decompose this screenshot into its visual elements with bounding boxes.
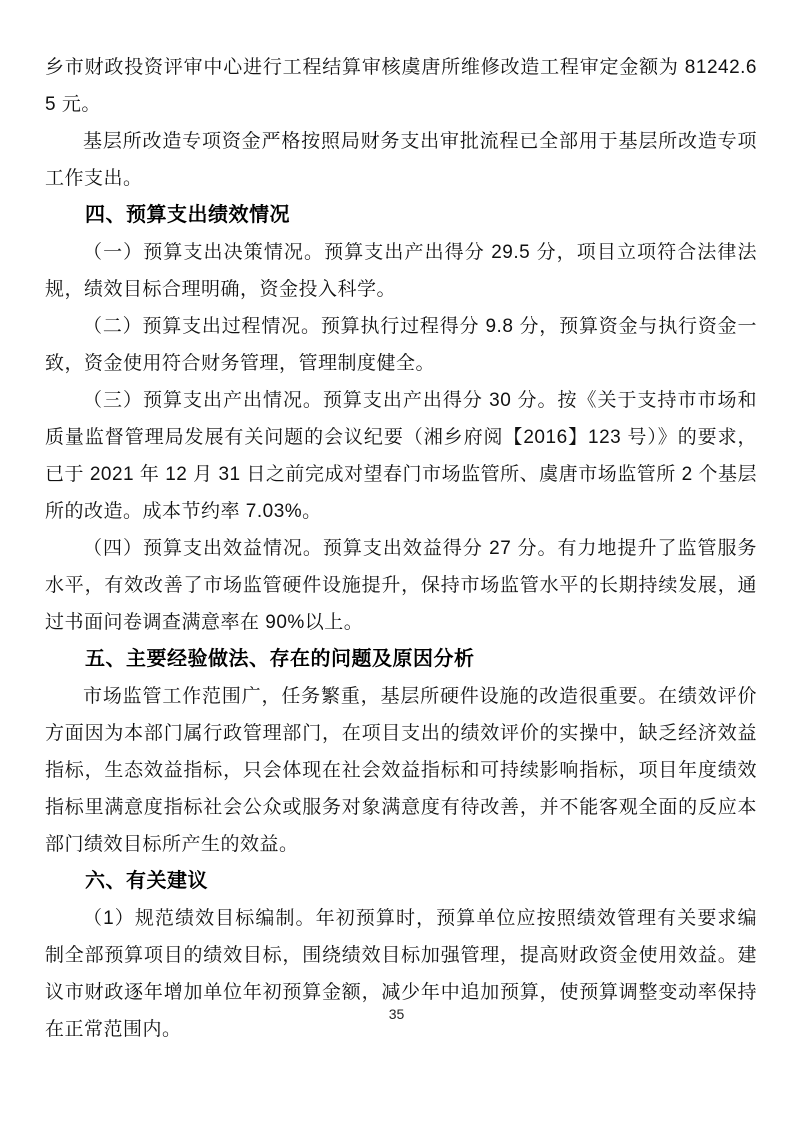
paragraph-special-funds: 基层所改造专项资金严格按照局财务支出审批流程已全部用于基层所改造专项工作支出。 bbox=[45, 131, 757, 189]
page-number: 35 bbox=[388, 1006, 405, 1022]
paragraph-benefit-situation: （四）预算支出效益情况。预算支出效益得分 27 分。有力地提升了监管服务水平，有效改善了市场监管硬件设施提升，保持市场监管水平的长期持续发展，通过书面问卷调查满意率在 90%以上。 bbox=[45, 538, 757, 633]
paragraph-suggestion-1: （1）规范绩效目标编制。年初预算时，预算单位应按照绩效管理有关要求编制全部预算项目的绩效目标，围绕绩效目标加强管理，提高财政资金使用效益。建议市财政逐年增加单位年初预算金额，减少年中追加预算，使预算调整变动率保持在正常范围内。 bbox=[45, 908, 757, 1040]
paragraph-decision-situation: （一）预算支出决策情况。预算支出产出得分 29.5 分，项目立项符合法律法规，绩效目标合理明确，资金投入科学。 bbox=[45, 242, 757, 300]
paragraph-output-situation: （三）预算支出产出情况。预算支出产出得分 30 分。按《关于支持市市场和质量监督管理局发展有关问题的会议纪要（湘乡府阅【2016】123 号）》的要求，已于 2021 年 12 月 31 日之前完成对望春门市场监管所、虞唐市场监管所 2 个基层所的改造。成本节约率 7.03%。 bbox=[45, 390, 757, 522]
paragraph-experience-problems: 市场监管工作范围广，任务繁重，基层所硬件设施的改造很重要。在绩效评价方面因为本部门属行政管理部门，在项目支出的绩效评价的实操中，缺乏经济效益指标，生态效益指标，只会体现在社会效益指标和可持续影响指标，项目年度绩效指标里满意度指标社会公众或服务对象满意度有待改善，并不能客观全面的反应本部门绩效目标所产生的效益。 bbox=[45, 686, 757, 855]
section-heading-4-budget-expenditure-performance: 四、预算支出绩效情况 bbox=[85, 204, 290, 226]
section-heading-5-experience-problems-analysis: 五、主要经验做法、存在的问题及原因分析 bbox=[85, 648, 475, 670]
paragraph-continuation: 乡市财政投资评审中心进行工程结算审核虞唐所维修改造工程审定金额为 81242.65 元。 bbox=[45, 57, 757, 115]
section-heading-6-suggestions: 六、有关建议 bbox=[85, 870, 208, 892]
paragraph-process-situation: （二）预算支出过程情况。预算执行过程得分 9.8 分，预算资金与执行资金一致，资金使用符合财务管理，管理制度健全。 bbox=[45, 316, 757, 374]
